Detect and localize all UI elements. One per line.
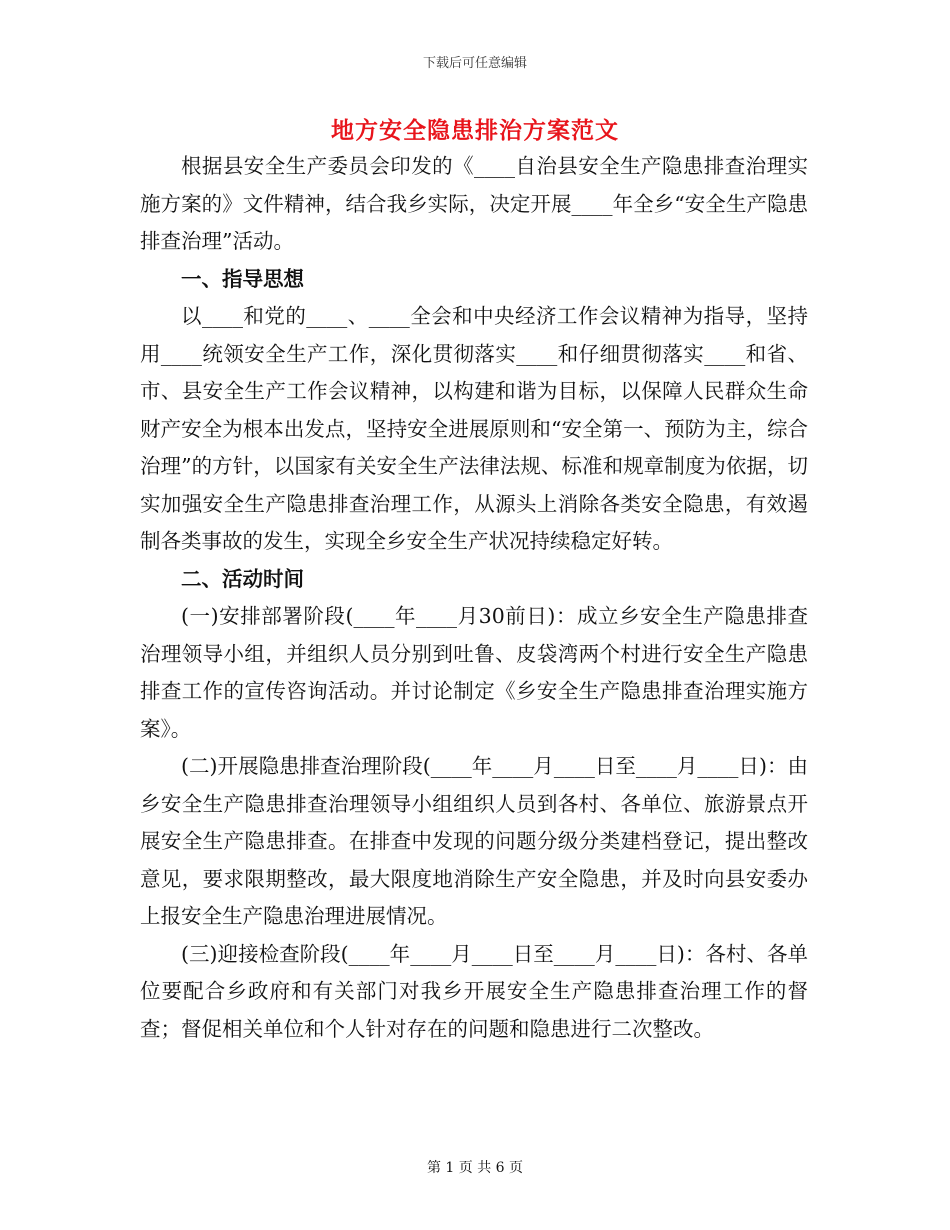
header-note: 下载后可任意编辑	[422, 56, 527, 71]
activity-stage-2-paragraph: (二)开展隐患排查治理阶段(____年____月____日至____月____日)：由乡安全生产隐患排查治理领导小组组织人员到各村、各单位、旅游景点开展安全生产隐患排查。在排查中发现的问题分级分类建档登记，提出整改意见，要求限期整改，最大限度地消除生产安全隐患，并及时向县安委办上报安全生产隐患治理进展情况。	[140, 754, 808, 928]
section-heading-guiding-ideology: 一、指导思想	[181, 266, 304, 291]
document-body	[140, 148, 808, 1048]
page-number: 第 1 页 共 6 页	[426, 1160, 524, 1176]
intro-paragraph: 根据县安全生产委员会印发的《____自治县安全生产隐患排查治理实施方案的》文件精神，结合我乡实际，决定开展____年全乡“安全生产隐患排查治理”活动。	[140, 154, 808, 253]
guiding-ideology-paragraph: 以____和党的____、____全会和中央经济工作会议精神为指导，坚持用____统领安全生产工作，深化贯彻落实____和仔细贯彻落实____和省、市、县安全生产工作会议精神，以构建和谐为目标，以保障人民群众生命财产安全为根本出发点，坚持安全进展原则和“安全第一、预防为主，综合治理”的方针，以国家有关安全生产法律法规、标准和规章制度为依据，切实加强安全生产隐患排查治理工作，从源头上消除各类安全隐患，有效遏制各类事故的发生，实现全乡安全生产状况持续稳定好转。	[140, 304, 808, 553]
section-heading-activity-time: 二、活动时间	[181, 566, 304, 591]
page-title: 地方安全隐患排治方案范文	[331, 117, 619, 144]
activity-stage-3-paragraph: (三)迎接检查阶段(____年____月____日至____月____日)：各村、各单位要配合乡政府和有关部门对我乡开展安全生产隐患排查治理工作的督查；督促相关单位和个人针对存在的问题和隐患进行二次整改。	[140, 941, 808, 1041]
activity-stage-1-paragraph: (一)安排部署阶段(____年____月30前日)：成立乡安全生产隐患排查治理领导小组，并组织人员分别到吐鲁、皮袋湾两个村进行安全生产隐患排查工作的宣传咨询活动。并讨论制定《乡安全生产隐患排查治理实施方案》。	[140, 604, 808, 741]
